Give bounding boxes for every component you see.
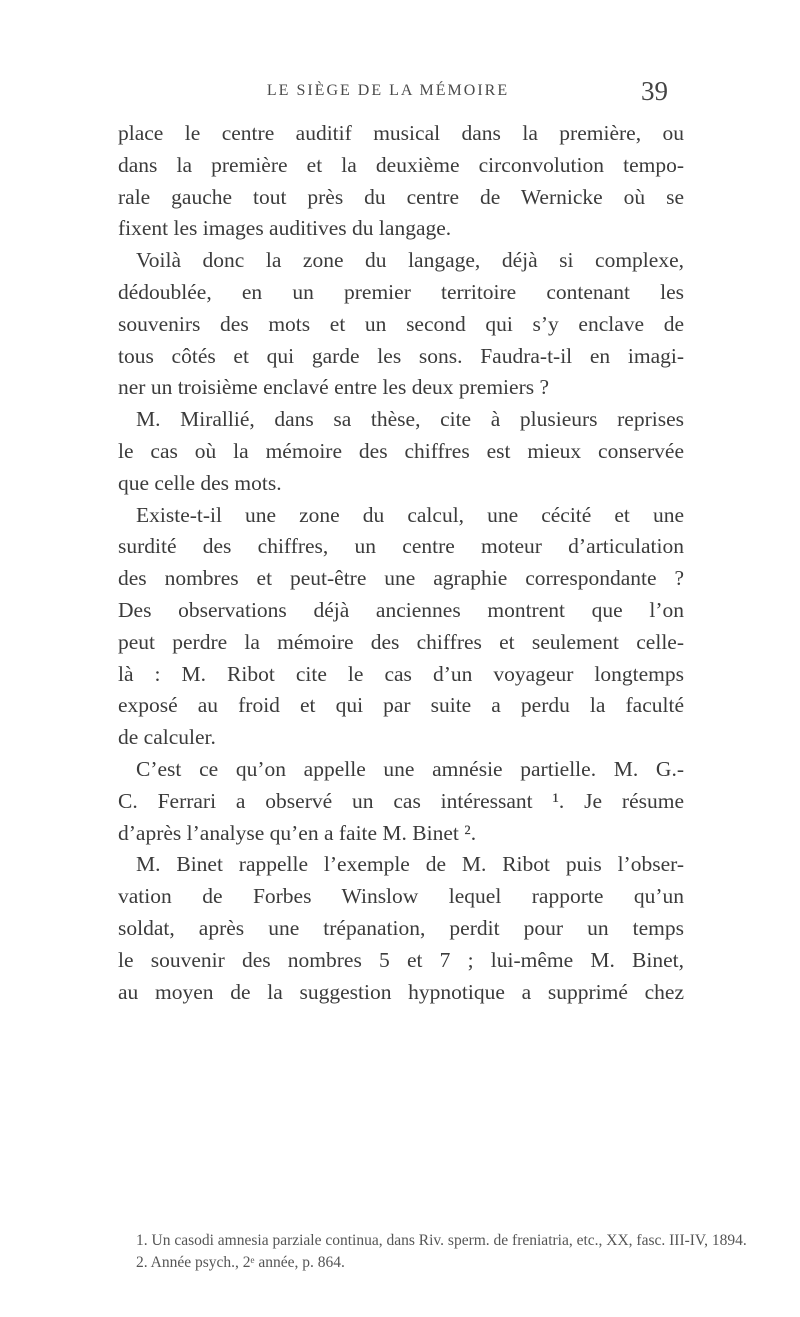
text-line: C. Ferrari a observé un cas intéressant ¹. Je résume [118,788,684,813]
text-line: M. Binet rappelle l’exemple de M. Ribot puis l’obser- [136,852,684,877]
text-line: soldat, après une trépanation, perdit pour un temps [118,915,684,940]
page-number: 39 [641,76,668,106]
text-line: tous côtés et qui garde les sons. Faudra-t-il en imagi- [118,343,684,368]
text-line: que celle des mots. [118,470,282,495]
text-line: peut perdre la mémoire des chiffres et seulement celle- [118,629,684,654]
text-line: Voilà donc la zone du langage, déjà si complexe, [136,248,684,273]
text-line: vation de Forbes Winslow lequel rapporte qu’un [118,884,684,909]
text-line: de calculer. [118,725,216,750]
text-line: ner un troisième enclavé entre les deux premiers ? [118,375,550,400]
text-line: Existe-t-il une zone du calcul, une cécité et une [136,502,684,527]
text-line: surdité des chiffres, un centre moteur d’articulation [118,534,684,559]
text-line: M. Mirallié, dans sa thèse, cite à plusieurs reprises [136,407,684,432]
text-line: exposé au froid et qui par suite a perdu la faculté [118,693,684,718]
text-line: dédoublée, en un premier territoire contenant les [118,279,684,304]
footnote: 1. Un casodi amnesia parziale continua, dans Riv. sperm. de freniatria, etc., XX, fasc. III-IV, 1894. [136,1232,747,1249]
text-line: le cas où la mémoire des chiffres est mieux conservée [118,438,684,463]
running-head [118,76,668,112]
footnotes [118,1230,747,1274]
text-line: place le centre auditif musical dans la première, ou [118,121,684,145]
body-text [118,118,684,1008]
text-line: Des observations déjà anciennes montrent que l’on [118,597,684,622]
text-line: au moyen de la suggestion hypnotique a supprimé chez [118,979,684,1004]
running-title: LE SIÈGE DE LA MÉMOIRE [266,82,510,99]
text-line: fixent les images auditives du langage. [118,216,452,241]
text-line: dans la première et la deuxième circonvolution tempo- [118,152,684,177]
text-line: le souvenir des nombres 5 et 7 ; lui-même M. Binet, [118,947,684,972]
text-line: C’est ce qu’on appelle une amnésie partielle. M. G.- [136,756,684,781]
text-line: rale gauche tout près du centre de Wernicke où se [118,184,684,209]
text-line: d’après l’analyse qu’en a faite M. Binet ². [118,820,477,845]
text-line: souvenirs des mots et un second qui s’y enclave de [118,311,684,336]
text-line: là : M. Ribot cite le cas d’un voyageur longtemps [118,661,684,686]
footnote: 2. Année psych., 2ᵉ année, p. 864. [136,1254,345,1271]
text-line: des nombres et peut-être une agraphie correspondante ? [118,566,684,591]
